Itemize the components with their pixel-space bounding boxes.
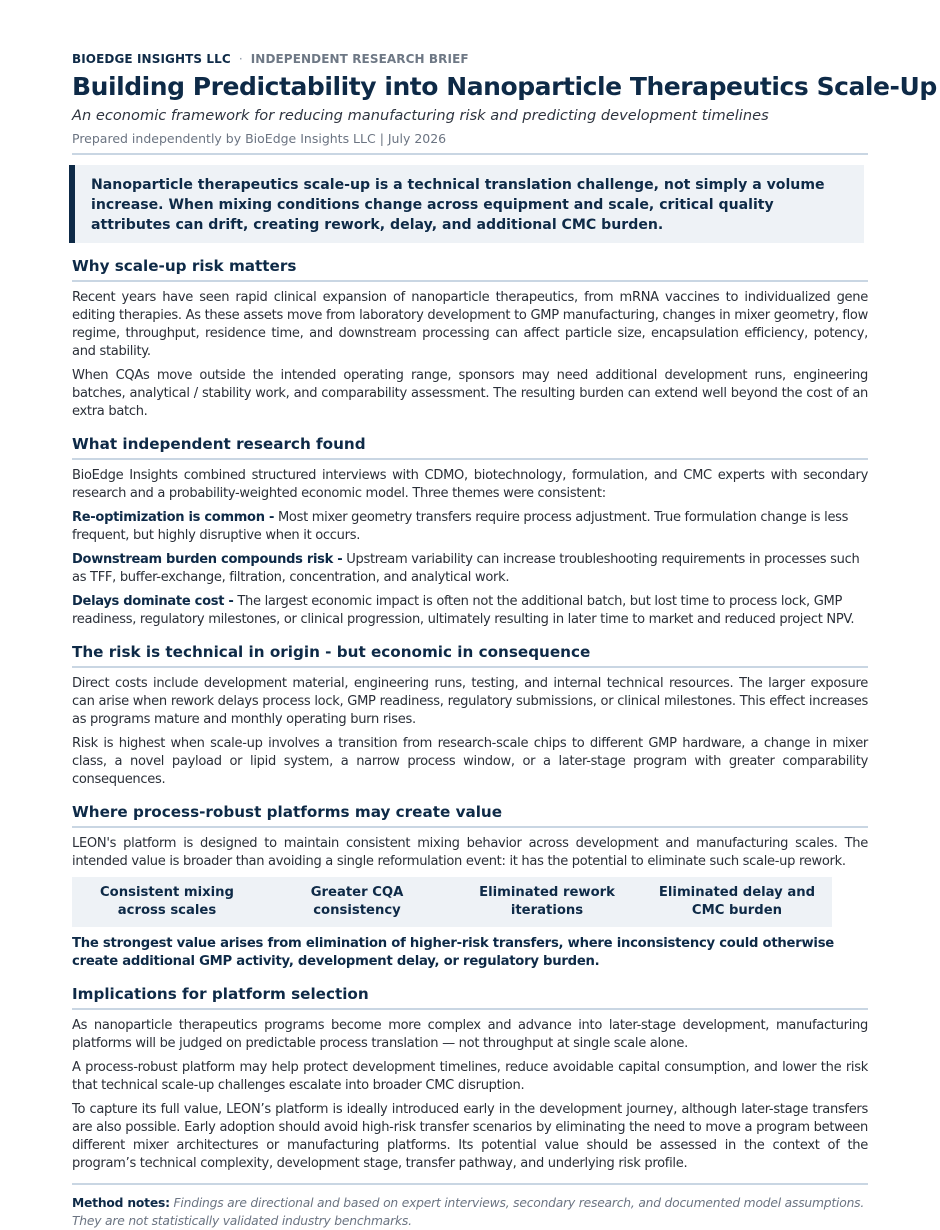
finding-text: Upstream variability can increase troubleshooting requirements in processes such as TFF, buffer-exchange, filtration, concentration, and analytical work. [72,552,860,585]
paragraph: Recent years have seen rapid clinical expansion of nanoparticle therapeutics, from mRNA vaccines to individualized gene editing therapies. As these assets move from laboratory development to GMP manufacturing, changes in mixer geometry, flow regime, throughput, residence time, and downstream processing can affect particle size, encapsulation efficiency, potency, and stability. [72,290,868,359]
section-heading-technical-economic: The risk is technical in origin - but economic in consequence [72,643,591,661]
section-heading-why-risk: Why scale-up risk matters [72,257,297,275]
paragraph: LEON's platform is designed to maintain consistent mixing behavior across development and manufacturing scales. The intended value is broader than avoiding a single reformulation event: it has the potential to eliminate such scale-up rework. [72,836,868,869]
header-kicker [72,50,868,68]
paragraph: Direct costs include development material, engineering runs, testing, and internal technical resources. The larger exposure can arise when rework delays process lock, GMP readiness, regulatory submissions, or clinical milestones. This effect increases as programs mature and monthly operating burn rises. [72,676,868,727]
finding-text: The largest economic impact is often not the additional batch, but lost time to process lock, GMP readiness, regulatory milestones, or clinical progression, ultimately resulting in later time to market and reduced project NPV. [72,594,855,627]
section-divider [72,1008,868,1010]
method-notes-label: Method notes: [72,1196,170,1210]
method-notes [72,1195,868,1230]
pillar-line: Eliminated rework [479,885,615,900]
value-pillar [262,877,452,927]
pillar-line: Greater CQA [310,885,404,900]
pillar-line: CMC burden [691,903,783,918]
pillar-line: Eliminated delay and [658,885,816,900]
finding-lead: Downstream burden compounds risk - [72,552,343,567]
finding-text: Most mixer geometry transfers require process adjustment. True formulation change is less frequent, but highly disruptive when it occurs. [72,510,849,543]
paragraph: BioEdge Insights combined structured interviews with CDMO, biotechnology, formulation, and CMC experts with secondary research and a probability-weighted economic model. Three themes were consistent: [72,468,868,501]
section-heading-implications: Implications for platform selection [72,985,369,1003]
page-subtitle: An economic framework for reducing manufacturing risk and predicting development timelines [72,107,769,124]
section-heading-platform-value: Where process-robust platforms may create value [72,803,503,821]
section-divider [72,280,868,282]
finding-item [72,551,868,587]
footer-divider [72,1183,868,1185]
section-divider [72,826,868,828]
pillar-line: consistency [313,903,401,918]
method-notes-text: Findings are directional and based on expert interviews, secondary research, and documented model assumptions. They are not statistically validated industry benchmarks. [72,1196,865,1228]
paragraph: A process-robust platform may help protect development timelines, reduce avoidable capital consumption, and lower the risk that technical scale-up challenges escalate into broader CMC disruption. [72,1060,868,1093]
header-divider [72,153,868,155]
page-title: Building Predictability into Nanoparticle Therapeutics Scale-Up [72,72,937,101]
value-pillar [72,877,262,927]
doc-type: INDEPENDENT RESEARCH BRIEF [250,52,469,66]
finding-lead: Re-optimization is common - [72,510,275,525]
pillar-line: iterations [510,903,584,918]
value-pillars [72,877,832,927]
section-divider [72,666,868,668]
section-heading-research-found: What independent research found [72,435,366,453]
document-page [72,50,937,1230]
paragraph: To capture its full value, LEON’s platform is ideally introduced early in the development journey, although later-stage transfers are also possible. Early adoption should avoid high-risk transfer scenarios by eliminating the need to move a program between different mixer architectures or manufacturing platforms. Its potential value should be assessed in the context of the program’s technical complexity, development stage, transfer pathway, and underlying risk profile. [72,1102,868,1171]
value-emphasis-note: The strongest value arises from elimination of higher-risk transfers, where inconsistency could otherwise create additional GMP activity, development delay, or regulatory burden. [72,936,834,969]
section-divider [72,458,868,460]
finding-item [72,509,868,545]
value-pillar [642,877,832,927]
finding-item [72,593,868,629]
paragraph: As nanoparticle therapeutics programs become more complex and advance into later-stage development, manufacturing platforms will be judged on predictable process translation — not throughput at single scale alone. [72,1018,868,1051]
paragraph: When CQAs move outside the intended operating range, sponsors may need additional development runs, engineering batches, analytical / stability work, and comparability assessment. The resulting burden can extend well beyond the cost of an extra batch. [72,368,868,419]
org-name: BIOEDGE INSIGHTS LLC [72,52,231,66]
paragraph: Risk is highest when scale-up involves a transition from research-scale chips to different GMP hardware, a change in mixer class, a novel payload or lipid system, a narrow process window, or a later-stage program with greater comparability consequences. [72,736,868,787]
finding-lead: Delays dominate cost - [72,594,234,609]
pillar-line: across scales [117,903,217,918]
key-message-callout: Nanoparticle therapeutics scale-up is a technical translation challenge, not simply a volume increase. When mixing conditions change across equipment and scale, critical quality attributes can drift, creating rework, delay, and additional CMC burden. [69,165,864,243]
kicker-separator: · [238,52,243,66]
pillar-line: Consistent mixing [100,885,234,900]
value-pillar [452,877,642,927]
prepared-by-line: Prepared independently by BioEdge Insights LLC | July 2026 [72,131,447,146]
